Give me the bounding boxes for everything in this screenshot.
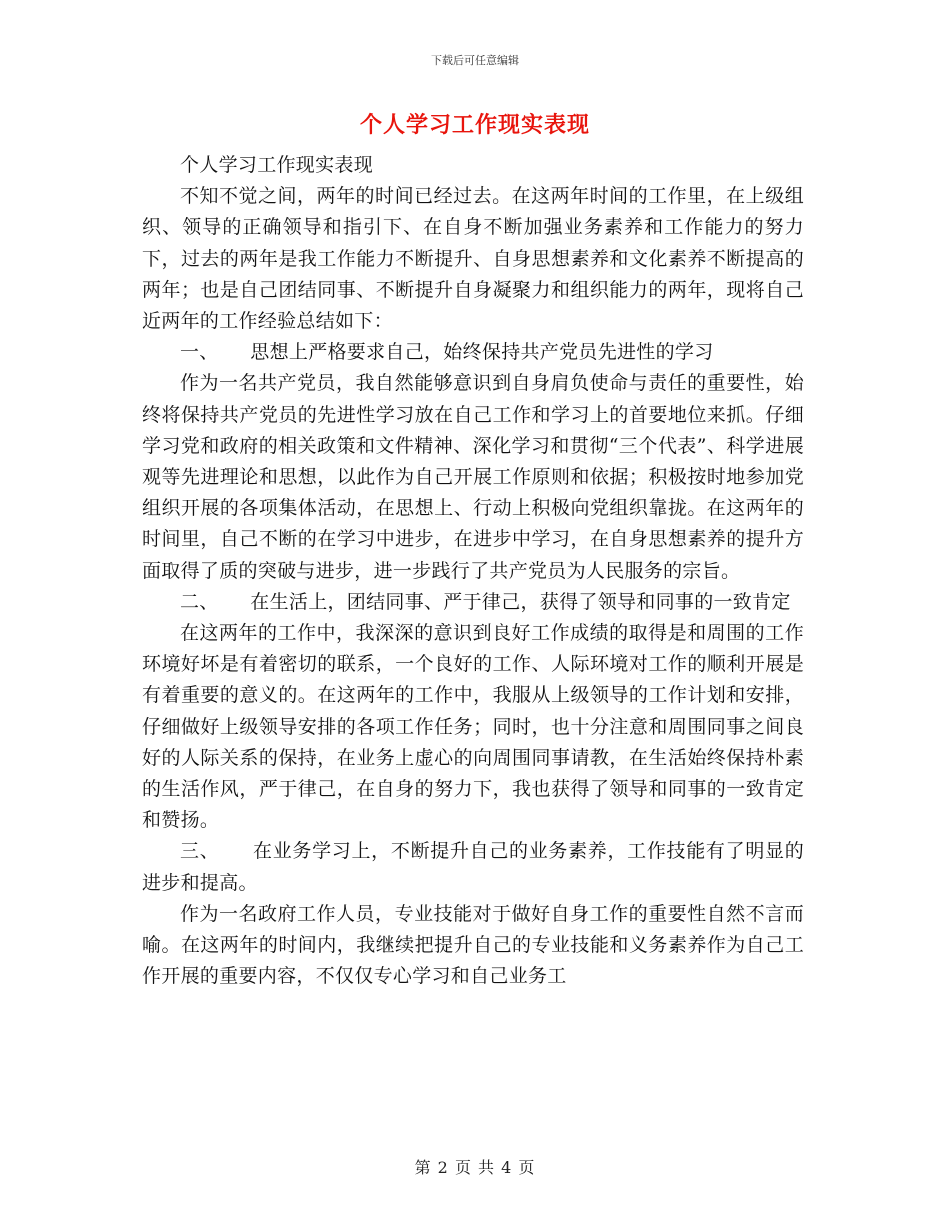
section-heading: 二、 在生活上，团结同事、严于律己，获得了领导和同事的一致肯定 — [180, 590, 791, 613]
header-note: 下载后可任意编辑 — [431, 54, 519, 67]
paragraph: 作为一名共产党员，我自然能够意识到自身肩负使命与责任的重要性，始终将保持共产党员的先进性学习放在自己工作和学习上的首要地位来抓。仔细学习党和政府的相关政策和文件精神、深化学习和贯彻“三个代表”、科学进展观等先进理论和思想，以此作为自己开展工作原则和依据；积极按时地参加党组织开展的各项集体活动，在思想上、行动上积极向党组织靠拢。在这两年的时间里，自己不断的在学习中进步，在进步中学习，在自身思想素养的提升方面取得了质的突破与进步，进一步践行了共产党员为人民服务的宗旨。 — [142, 372, 804, 582]
section-heading: 三、 在业务学习上，不断提升自己的业务素养，工作技能有了明显的进步和提高。 — [142, 840, 804, 894]
paragraph: 不知不觉之间，两年的时间已经过去。在这两年时间的工作里，在上级组织、领导的正确领导和指引下、在自身不断加强业务素养和工作能力的努力下，过去的两年是我工作能力不断提升、自身思想素养和文化素养不断提高的两年；也是自己团结同事、不断提升自身凝聚力和组织能力的两年，现将自己近两年的工作经验总结如下： — [142, 185, 804, 333]
paragraph: 个人学习工作现实表现 — [180, 154, 374, 176]
paragraph: 作为一名政府工作人员，专业技能对于做好自身工作的重要性自然不言而喻。在这两年的时间内，我继续把提升自己的专业技能和义务素养作为自己工作开展的重要内容，不仅仅专心学习和自己业务工 — [142, 902, 804, 988]
paragraph: 在这两年的工作中，我深深的意识到良好工作成绩的取得是和周围的工作环境好坏是有着密切的联系，一个良好的工作、人际环境对工作的顺利开展是有着重要的意义的。在这两年的工作中，我服从上级领导的工作计划和安排，仔细做好上级领导安排的各项工作任务；同时，也十分注意和周围同事之间良好的人际关系的保持，在业务上虚心的向周围同事请教，在生活始终保持朴素的生活作风，严于律己，在自身的努力下，我也获得了领导和同事的一致肯定和赞扬。 — [142, 622, 804, 832]
document-title: 个人学习工作现实表现 — [359, 113, 590, 138]
page-number: 第 2 页 共 4 页 — [414, 1158, 536, 1177]
section-heading: 一、 思想上严格要求自己，始终保持共产党员先进性的学习 — [180, 341, 714, 364]
document-body — [142, 150, 804, 992]
